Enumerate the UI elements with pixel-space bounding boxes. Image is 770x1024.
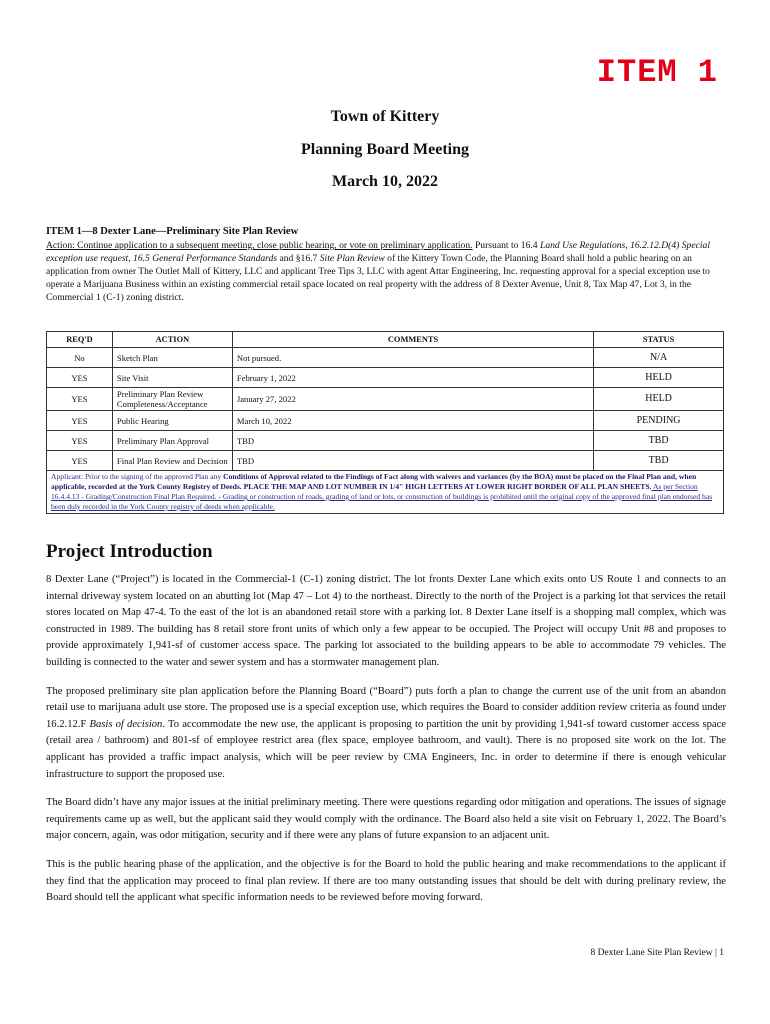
cell-comments: TBD: [232, 451, 593, 471]
header-status: STATUS: [594, 332, 724, 348]
item-text-1: Pursuant to 16.4: [472, 240, 540, 251]
cell-comments: January 27, 2022: [232, 388, 593, 411]
note-text-a: Applicant: Prior to the signing of the approved Plan any: [51, 472, 224, 481]
cell-req: YES: [47, 388, 113, 411]
section-title: Project Introduction: [46, 541, 213, 562]
paragraph: 8 Dexter Lane (“Project”) is located in the Commercial-1 (C-1) zoning district. The lot fronts Dexter Lane which exits onto US Route 1 and connects to an internal driveway system located on an abutting lot (Map 47 – Lot 4) to the northeast. Directly to the north of the Project is a parking lot that services the retail stores located on Map 47-4. To the east of the lot is an abandoned retail store with a parking lot. 8 Dexter Lane itself is a shopping mall complex, which was constructed in 1989. The building has 8 retail store front units of which only a few appear to be occupied. The Project will occupy Unit #8 and proposes to provide approximately 1,941-sf of customer access space. The parking lot associated to the building appears to be able to accommodate 79 vehicles. The building is connected to the water and sewer system and has a stormwater management plan.: [46, 574, 726, 668]
cell-req: YES: [47, 368, 113, 388]
paragraph-part: The proposed preliminary site plan application before the Planning Board (“Board”) puts forth a plan to change the current use of the unit from an abandon retail use to marijuana adult use store. The proposed use is a special exception use, which requires the Board to consider addition review criteria as found under 16.2.12.F: [46, 685, 726, 730]
cell-req: No: [47, 348, 113, 368]
cell-status: TBD: [594, 451, 724, 471]
item-text-3: and §16.7: [277, 253, 320, 264]
paragraph: This is the public hearing phase of the application, and the objective is for the Board to hold the public hearing and make recommendations to the applicant if they find that the application may proceed to final plan review. If there are too many outstanding issues that should be delt with during prelinary review, the Board should tell the applicant what specific information needs to be reviewed before moving forward.: [46, 858, 726, 904]
cell-action: Sketch Plan: [112, 348, 232, 368]
cell-action: Preliminary Plan Approval: [112, 431, 232, 451]
item-badge: ITEM 1: [596, 54, 718, 91]
note-text-b: Conditions of Approval related to the Findings of Fact along with waivers and variances (by the BOA) must be placed on the Final Plan and, when applicable, recorded at the York County Registry of Deeds. PLACE THE MAP AND LOT NUMBER IN 1/4" HIGH LETTERS AT LOWER RIGHT BORDER OF ALL PLAN SHEETS.: [51, 472, 697, 491]
cell-action: Site Visit: [112, 368, 232, 388]
body-text: [46, 572, 726, 919]
cell-action: Public Hearing: [112, 411, 232, 431]
header-action: ACTION: [112, 332, 232, 348]
paragraph-part: . To accommodate the new use, the applicant is proposing to partition the unit by providing 1,941-sf toward customer access space (retail area / bathroom) and 801-sf of employee restrict area (flex space, employee bathroom, and vault). There is no proposed site work on the lot. The applicant has provided a traffic impact analysis, which will be peer review by CMA Engineers, Inc. in order to determine if there is enough vehicular infrastructure to support the proposed use.: [46, 718, 726, 780]
meeting-title: Planning Board Meeting: [300, 141, 469, 158]
cell-action: Final Plan Review and Decision: [112, 451, 232, 471]
item-text-2: Land Use Regulations, 16.2.12.D(4) Special exception use request, 16.5 General Performance Standards: [46, 240, 711, 264]
table-row: [47, 411, 724, 431]
action-label: Action: Continue application to a subsequent meeting, close public hearing, or vote on preliminary application.: [46, 240, 473, 251]
cell-comments: Not pursued.: [232, 348, 593, 368]
cell-status: N/A: [594, 348, 724, 368]
cell-status: HELD: [594, 388, 724, 411]
applicant-note: [47, 471, 724, 514]
header-comments: COMMENTS: [232, 332, 593, 348]
cell-comments: TBD: [232, 431, 593, 451]
item-summary: [46, 225, 726, 304]
item-description: [46, 239, 726, 304]
cell-comments: March 10, 2022: [232, 411, 593, 431]
table-row: [47, 431, 724, 451]
paragraph: [46, 684, 726, 784]
table-row: [47, 348, 724, 368]
table-row: [47, 451, 724, 471]
table-note-row: [47, 471, 724, 514]
cell-status: TBD: [594, 431, 724, 451]
cell-req: YES: [47, 411, 113, 431]
cell-status: HELD: [594, 368, 724, 388]
meeting-date: March 10, 2022: [332, 173, 438, 190]
cell-req: YES: [47, 451, 113, 471]
table-row: [47, 388, 724, 411]
cell-action: Preliminary Plan Review Completeness/Acceptance: [112, 388, 232, 411]
page-footer: 8 Dexter Lane Site Plan Review | 1: [590, 948, 724, 958]
paragraph-part: Basis of decision: [89, 718, 163, 730]
item-text-4: Site Plan Review: [319, 253, 385, 264]
cell-comments: February 1, 2022: [232, 368, 593, 388]
cell-req: YES: [47, 431, 113, 451]
table-header-row: [47, 332, 724, 348]
item-text-5: of the Kittery Town Code, the Planning Board shall hold a public hearing on an application from owner The Outlet Mall of Kittery, LLC and applicant Tree Tips 3, LLC with agent Attar Engineering, Inc. requesting approval for a special exception use to operate a Marijuana Business within an existing commercial retail space located on real property with the address of 8 Dexter Avenue, Unit 8, Tax Map 47, Lot 3, in the Commercial 1 (C-1) zoning district.: [46, 253, 710, 303]
paragraph: The Board didn’t have any major issues at the initial preliminary meeting. There were questions regarding odor mitigation and operations. The issues of signage requirements came up as well, but the applicant said they would comply with the ordinance. The Board also held a site visit on February 1, 2022. The Board’s major concern, again, was odor mitigation, security and if there were any plans of future expansion to an adjacent unit.: [46, 797, 726, 842]
town-title: Town of Kittery: [330, 108, 440, 125]
cell-status: PENDING: [594, 411, 724, 431]
note-text-c: As per Section 16.4.4.13 - Grading/Construction Final Plan Required. - Grading or construction of roads, grading of land or lots, or construction of buildings is prohibited until the original copy of the approved final plan endorsed has been duly recorded in the York County registry of deeds when applicable.: [51, 482, 713, 511]
status-table: [46, 331, 724, 514]
table-row: [47, 368, 724, 388]
item-title: ITEM 1—8 Dexter Lane—Preliminary Site Plan Review: [46, 226, 299, 237]
header-req: REQ'D: [47, 332, 113, 348]
